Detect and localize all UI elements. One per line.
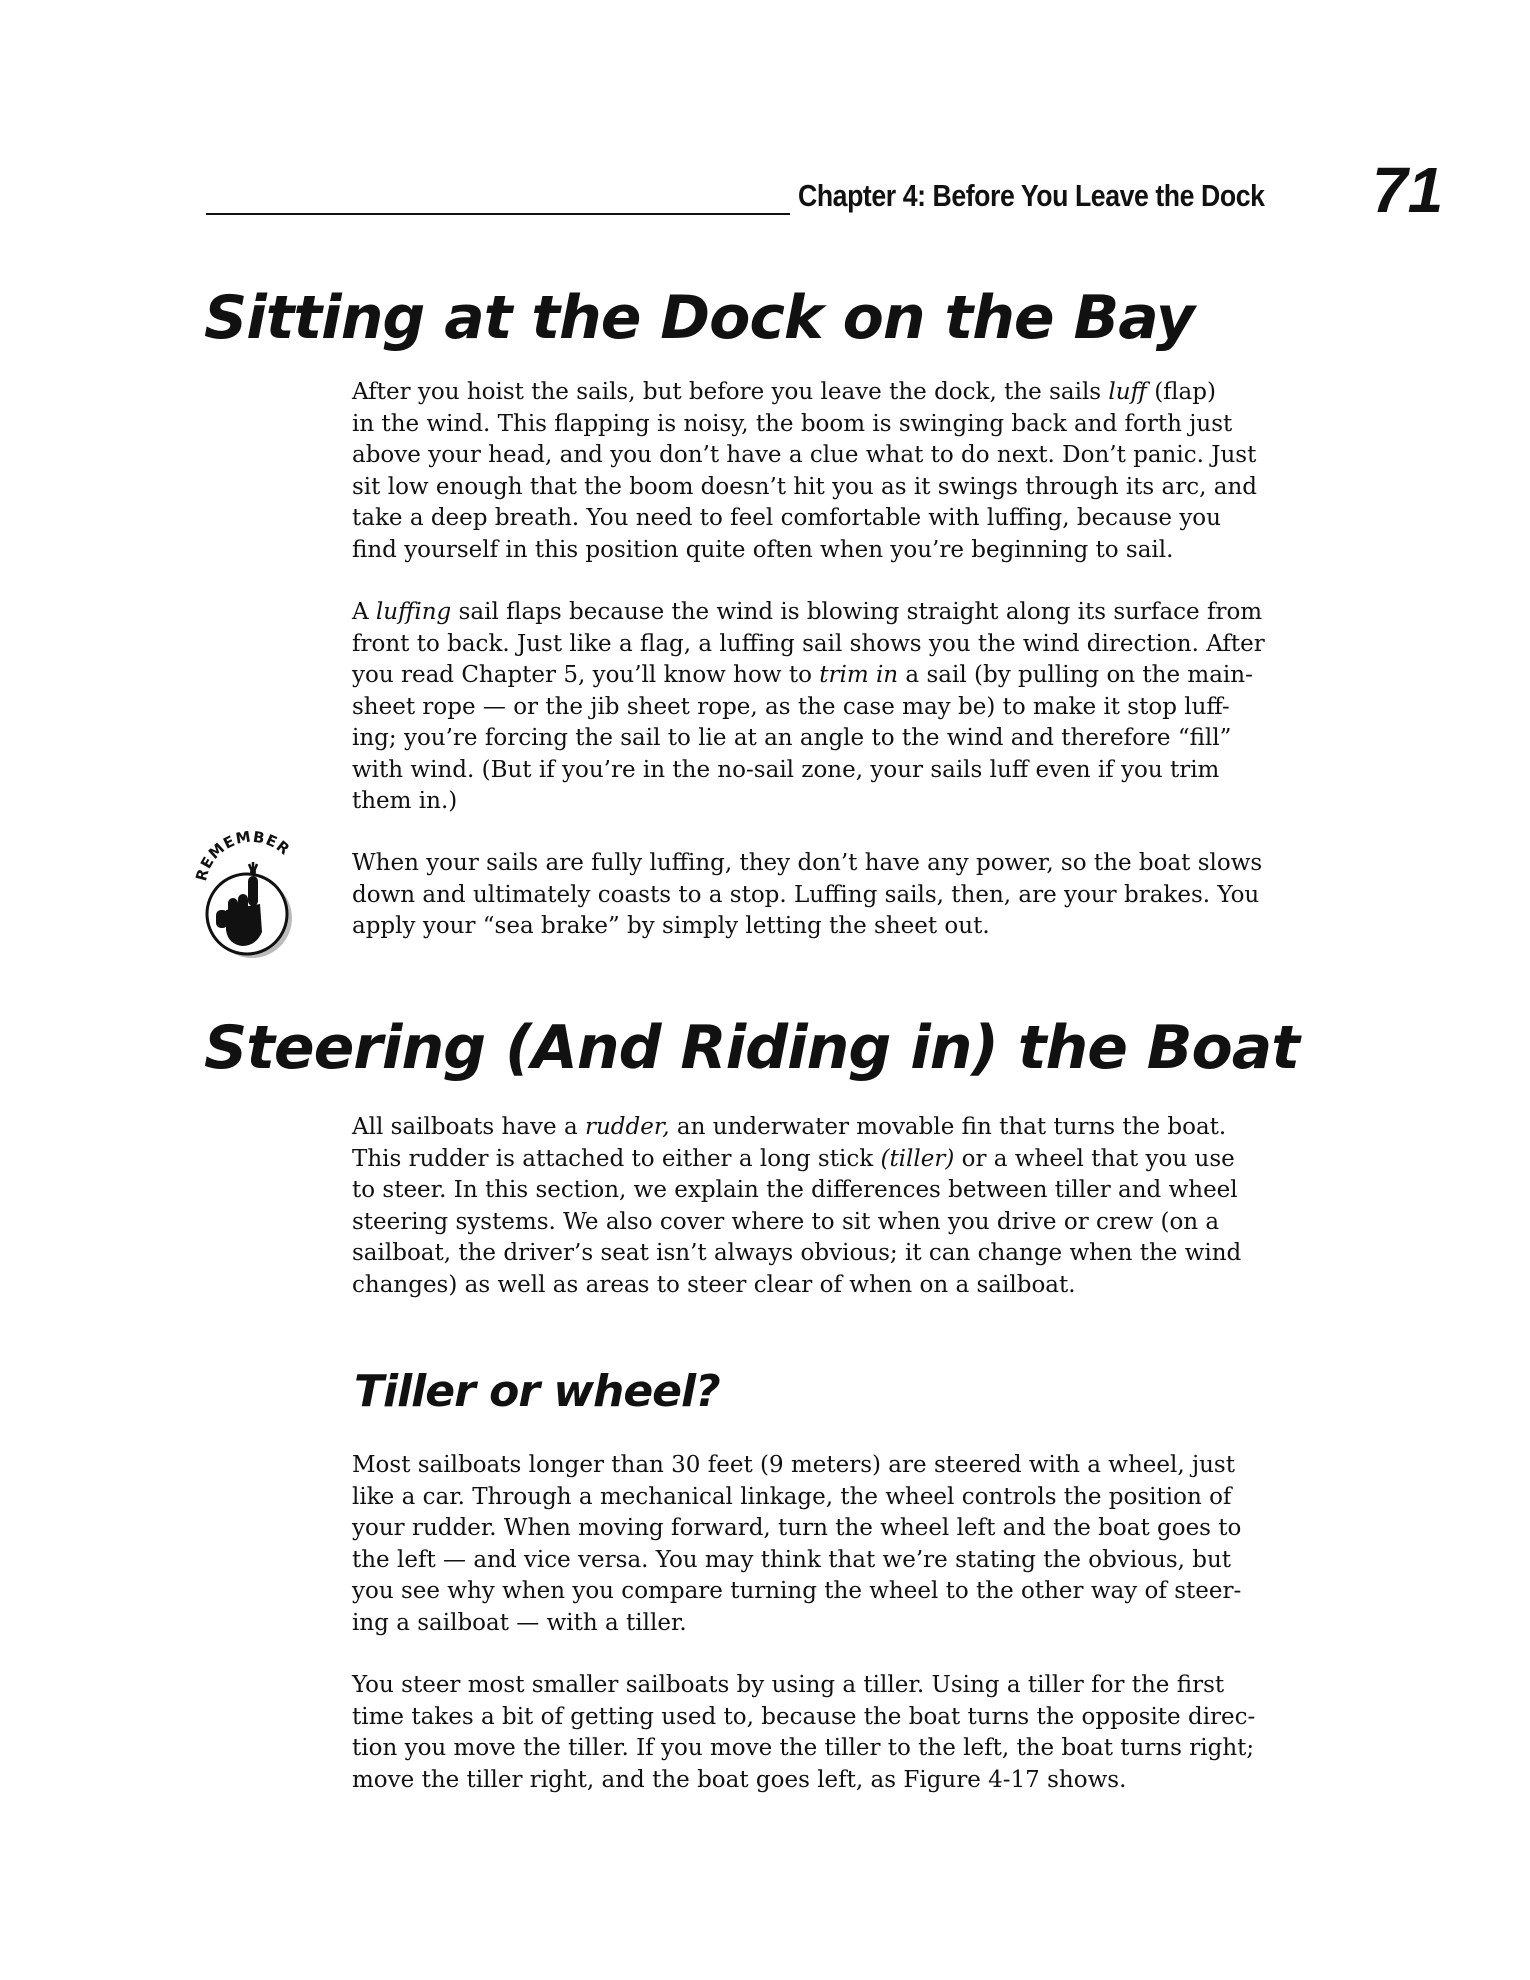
text-line: your rudder. When moving forward, turn the wheel left and the boat goes to — [352, 1515, 1242, 1541]
remember-icon — [186, 822, 312, 962]
text-run: an underwater movable fin that turns the boat. — [669, 1114, 1227, 1140]
text-line: like a car. Through a mechanical linkage, the wheel controls the position of — [352, 1483, 1232, 1510]
text-line: the left — and vice versa. You may think that we’re stating the obvious, but — [352, 1546, 1232, 1573]
italic-term: trim in — [819, 662, 899, 688]
text-line: ing; you’re forcing the sail to lie at an angle to the wind and therefore “fill” — [352, 725, 1232, 751]
text-line: find yourself in this position quite often when you’re beginning to sail. — [352, 536, 1174, 563]
running-head: Chapter 4: Before You Leave the Dock — [798, 178, 1265, 213]
header-rule — [206, 213, 790, 215]
text-line — [352, 597, 1312, 629]
paragraph-luff-intro — [352, 377, 1312, 566]
text-line — [352, 1144, 1312, 1176]
italic-term: luff — [1108, 379, 1147, 405]
text-line: move the tiller right, and the boat goes left, as Figure 4-17 shows. — [352, 1766, 1127, 1793]
text-line: time takes a bit of getting used to, because the boat turns the opposite direc- — [352, 1703, 1256, 1730]
text-line: apply your “sea brake” by simply letting the sheet out. — [352, 913, 990, 939]
section-heading-steering: Steering (And Riding in) the Boat — [204, 1013, 1299, 1083]
text-line: changes) as well as areas to steer clear of when on a sailboat. — [352, 1271, 1076, 1298]
paragraph-sea-brake — [352, 848, 1312, 943]
paragraph-tiller — [352, 1670, 1312, 1796]
text-run: sail flaps because the wind is blowing straight along its surface from — [451, 599, 1263, 625]
paragraph-luffing-sail — [352, 597, 1312, 818]
text-run: you read Chapter 5, you’ll know how to — [352, 662, 820, 688]
text-line: sit low enough that the boom doesn’t hit you as it swings through its arc, and — [352, 473, 1257, 500]
text-line: tion you move the tiller. If you move the tiller to the left, the boat turns right; — [352, 1735, 1255, 1761]
text-line — [352, 660, 1312, 692]
italic-term: (tiller) — [880, 1145, 955, 1172]
text-line: steering systems. We also cover where to sit when you drive or crew (on a — [352, 1208, 1220, 1235]
text-line: in the wind. This flapping is noisy, the boom is swinging back and forth just — [352, 410, 1233, 437]
text-line: You steer most smaller sailboats by using a tiller. Using a tiller for the first — [352, 1672, 1225, 1698]
text-line: sheet rope — or the jib sheet rope, as the case may be) to make it stop luff- — [352, 693, 1230, 720]
paragraph-wheel — [352, 1450, 1312, 1639]
text-run: (flap) — [1146, 379, 1216, 405]
italic-term: luffing — [375, 599, 452, 625]
text-run: A — [352, 599, 376, 625]
section-heading-dock: Sitting at the Dock on the Bay — [204, 283, 1194, 353]
text-line: down and ultimately coasts to a stop. Luffing sails, then, are your brakes. You — [352, 881, 1260, 908]
text-line: front to back. Just like a flag, a luffing sail shows you the wind direction. After — [352, 630, 1265, 657]
text-run: After you hoist the sails, but before you leave the dock, the sails — [352, 379, 1109, 405]
text-line — [352, 377, 1312, 409]
page-number: 71 — [1372, 154, 1444, 226]
text-line: them in.) — [352, 788, 458, 814]
text-line: with wind. (But if you’re in the no-sail zone, your sails luff even if you trim — [352, 756, 1220, 783]
text-line — [352, 1112, 1312, 1144]
text-run: a sail (by pulling on the main- — [898, 662, 1253, 688]
text-line: sailboat, the driver’s seat isn’t always obvious; it can change when the wind — [352, 1240, 1242, 1266]
text-line: Most sailboats longer than 30 feet (9 meters) are steered with a wheel, just — [352, 1452, 1235, 1478]
text-run: This rudder is attached to either a long stick — [352, 1145, 881, 1172]
subsection-heading-tiller: Tiller or wheel? — [354, 1366, 720, 1417]
text-line: above your head, and you don’t have a clue what to do next. Don’t panic. Just — [352, 442, 1257, 468]
remember-label: REMEMBER — [192, 827, 294, 883]
text-line: ing a sailboat — with a tiller. — [352, 1609, 687, 1636]
text-run: or a wheel that you use — [954, 1145, 1235, 1172]
text-line: to steer. In this section, we explain the differences between tiller and wheel — [352, 1177, 1238, 1203]
text-line: When your sails are fully luffing, they don’t have any power, so the boat slows — [352, 850, 1263, 876]
text-line: take a deep breath. You need to feel comfortable with luffing, because you — [352, 505, 1221, 531]
text-line: you see why when you compare turning the wheel to the other way of steer- — [352, 1578, 1242, 1604]
text-run: All sailboats have a — [352, 1114, 585, 1140]
italic-term: rudder, — [584, 1114, 670, 1140]
paragraph-rudder — [352, 1112, 1312, 1301]
